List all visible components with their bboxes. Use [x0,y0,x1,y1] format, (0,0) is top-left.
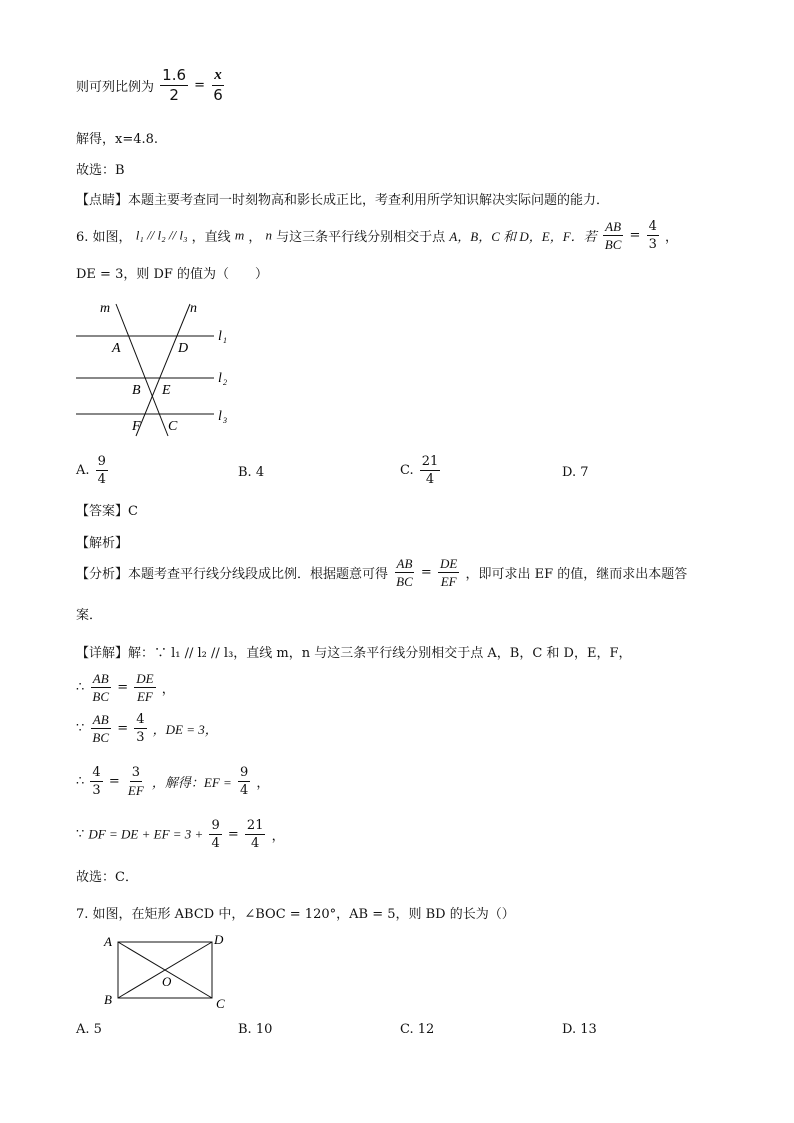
q6-option-c[interactable]: C. $\frac{21}{4}$ [400,454,439,487]
label-l3-sub: 3 [223,416,227,425]
prev-solve: 解得，x=4.8. [76,132,159,147]
q6-analysis-title: 【解析】 [76,536,129,551]
label-B: B [132,383,141,398]
label-l1: l [218,329,222,344]
ratio-prefix: 则可列比例为 [76,80,155,95]
q6-step3: ∴ $\frac{4}{3}$ = $\frac{3}{EF}$ ，解得：EF = $\frac{9}{4}$ ， [76,765,270,798]
q6-ratio-ab-bc: $\frac{AB}{BC}$ [604,219,622,252]
ratio-fraction-right: $\frac{x}{6}$ [213,67,223,104]
ratio-fraction-left: $\frac{1.6}{2}$ [162,66,187,104]
label-A: A [112,341,121,356]
q6-option-a[interactable]: A. $\frac{9}{4}$ [76,454,106,487]
label-F: F [132,419,141,434]
q6-stem: 6. 如图， l₁ // l₂ // l₃ ，直线 m ， n 与这三条平行线分别相交于点 A，B，C 和 D，E，F．若 $\frac{AB}{BC}$ = $\frac{4}{3}$ ， [76,219,679,252]
label-n: n [190,301,197,316]
q7-stem: 7. 如图，在矩形 ABCD 中，∠BOC = 120°，AB = 5，则 BD 的长为（） [76,907,515,922]
label-A: A [104,934,112,949]
q6-step1: ∴ $\frac{AB}{BC}$ = $\frac{DE}{EF}$ ， [76,671,175,704]
q7-option-b[interactable]: B. 10 [238,1022,273,1037]
label-O: O [162,974,172,989]
prev-choose: 故选：B [76,163,125,178]
label-C: C [216,996,225,1011]
label-C: C [168,419,178,434]
label-l2-sub: 2 [223,378,227,387]
q6-ratio-value: $\frac{4}{3}$ [648,219,657,252]
q6-answer: 【答案】C [76,504,138,519]
q7-option-a[interactable]: A. 5 [76,1022,102,1037]
ratio-line: 则可列比例为 $\frac{1.6}{2}$ = $\frac{x}{6}$ [76,66,223,104]
prev-comment: 【点睛】本题主要考查同一时刻物高和影长成正比，考查利用所学知识解决实际问题的能力． [76,193,610,208]
label-D: D [178,341,189,356]
q6-option-b[interactable]: B. 4 [238,465,265,480]
label-E: E [162,383,171,398]
label-l1-sub: 1 [223,336,227,345]
label-l2: l [218,371,222,386]
q6-option-d[interactable]: D. 7 [562,465,589,480]
q6-step4: ∵ DF = DE + EF = 3 + $\frac{9}{4}$ = $\frac{21}{4}$ ， [76,818,285,851]
q6-stem-line2: DE = 3，则 DF 的值为（ ） [76,267,269,282]
q6-analysis: 【分析】本题考查平行线分线段成比例．根据题意可得 $\frac{AB}{BC}$ = $\frac{DE}{EF}$ ，即可求出 EF 的值，继而求出本题答 [76,556,688,589]
q6-detail: 【详解】解：∵ l₁ // l₂ // l₃，直线 m，n 与这三条平行线分别相交于点 A，B，C 和 D，E，F， [76,646,632,661]
line-n [136,304,190,436]
q7-option-d[interactable]: D. 13 [562,1022,597,1037]
q6-choose: 故选：C． [76,870,138,885]
label-l3: l [218,409,222,424]
q7-option-c[interactable]: C. 12 [400,1022,435,1037]
label-D: D [214,932,224,947]
q6-analysis-end: 案． [76,608,103,623]
q6-parallel-lines-figure [70,296,240,446]
q7-rectangle-figure [96,930,236,1014]
label-B: B [104,992,112,1007]
label-m: m [100,301,111,316]
line-m [116,304,168,436]
q6-step2: ∵ $\frac{AB}{BC}$ = $\frac{4}{3}$ ，DE = 3， [76,712,218,745]
